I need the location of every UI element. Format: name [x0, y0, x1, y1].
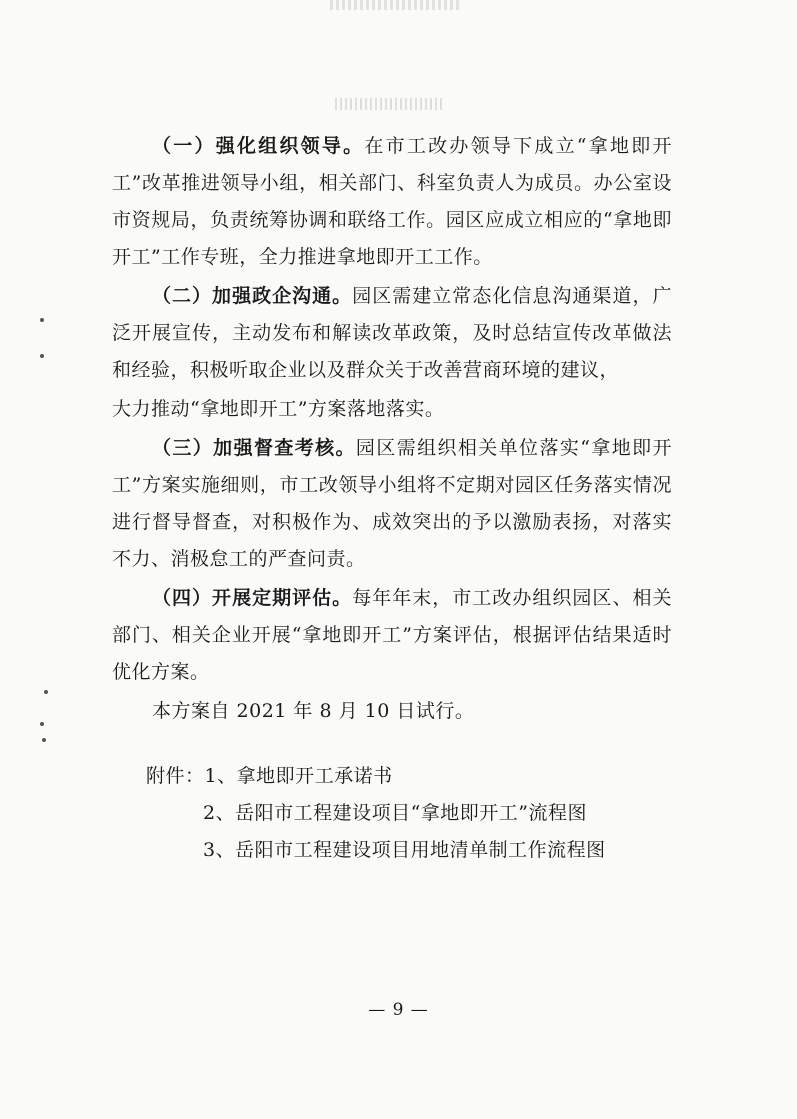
section-1-heading: （一）强化组织领导。 — [152, 135, 365, 157]
attachments-label: 附件： — [146, 765, 205, 787]
section-2-text: 园区需建立常态化信息沟通渠道，广泛开展宣传，主动发布和解读改革政策，及时总结宣传改革做法和经验，积极听取企业以及群众关于改善营商环境的建议， — [112, 285, 672, 381]
scan-artifact-top — [330, 0, 460, 10]
margin-mark — [42, 738, 46, 742]
attachments-list — [146, 758, 606, 869]
attachment-1: 1、拿地即开工承诺书 — [204, 765, 393, 787]
attachment-3: 3、岳阳市工程建设项目用地清单制工作流程图 — [203, 839, 606, 861]
section-4-text: 每年年末，市工改办组织园区、相关部门、相关企业开展“拿地即开工”方案评估，根据评估结果适时优化方案。 — [112, 587, 672, 683]
section-1-text: 在市工改办领导下成立“拿地即开工”改革推进领导小组，相关部门、科室负责人为成员。办公室设市资规局，负责统筹协调和联络工作。园区应成立相应的“拿地即开工”工作专班，全力推进拿地即开工工作。 — [112, 135, 672, 268]
section-3-paragraph — [112, 430, 672, 578]
document-body — [112, 128, 672, 730]
scan-artifact-mid — [335, 98, 445, 110]
section-2-paragraph — [112, 278, 672, 389]
attachment-2: 2、岳阳市工程建设项目“拿地即开工”流程图 — [203, 802, 588, 824]
attachment-item — [146, 795, 606, 832]
margin-mark — [40, 722, 44, 726]
section-3-heading: （三）加强督查考核。 — [152, 437, 356, 459]
attachment-item — [146, 758, 606, 795]
margin-mark — [44, 690, 48, 694]
section-2-continuation: 大力推动“拿地即开工”方案落地落实。 — [112, 398, 445, 420]
section-1-paragraph — [112, 128, 672, 276]
margin-mark — [40, 354, 44, 358]
trial-note: 本方案自 2021 年 8 月 10 日试行。 — [152, 700, 475, 722]
page-number: — 9 — — [368, 1000, 429, 1020]
section-4-paragraph — [112, 580, 672, 691]
section-2-heading: （二）加强政企沟通。 — [152, 285, 353, 307]
attachment-item — [146, 832, 606, 869]
section-3-text: 园区需组织相关单位落实“拿地即开工”方案实施细则，市工改领导小组将不定期对园区任务落实情况进行督导督查，对积极作为、成效突出的予以激励表扬，对落实不力、消极怠工的严查问责。 — [112, 437, 672, 570]
margin-mark — [40, 318, 44, 322]
section-4-heading: （四）开展定期评估。 — [152, 587, 353, 609]
